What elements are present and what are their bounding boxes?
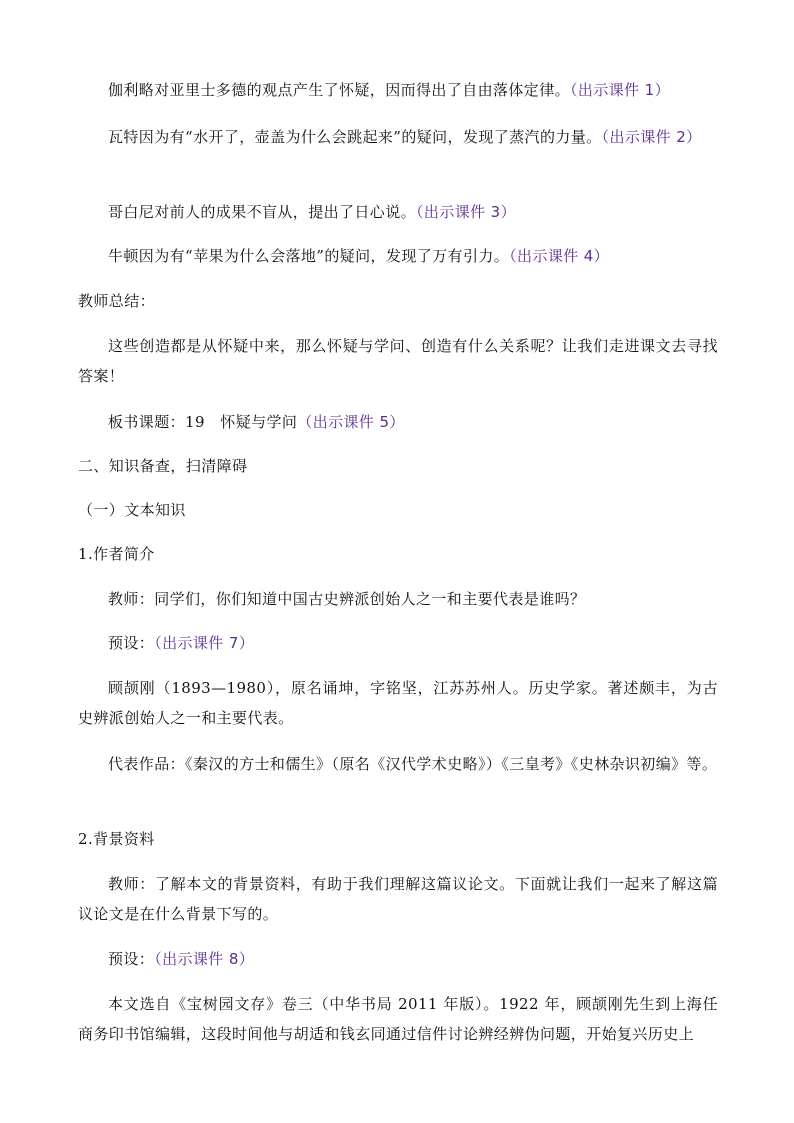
paragraph-text: 教师：同学们，你们知道中国古史辨派创始人之一和主要代表是谁吗？ — [108, 590, 586, 608]
courseware-cue: （出示课件 1） — [570, 81, 671, 99]
subsection-heading-1 — [78, 495, 718, 525]
paragraph-preset-1 — [78, 628, 718, 658]
paragraph-text: 代表作品：《秦汉的方士和儒生》（原名《汉代学术史略》）《三皇考》《史林杂识初编》等。 — [108, 755, 718, 773]
paragraph-text: 板书课题：19 怀疑与学问 — [108, 413, 298, 431]
paragraph-author-bio — [78, 673, 718, 733]
paragraph-works — [78, 749, 718, 779]
item-heading-background — [78, 824, 718, 854]
item-heading-author — [78, 539, 718, 569]
paragraph-summary — [78, 331, 718, 391]
courseware-cue: （出示课件 3） — [416, 203, 517, 221]
teacher-summary-label — [78, 286, 718, 316]
courseware-cue: （出示课件 2） — [601, 128, 702, 146]
paragraph-source — [78, 989, 718, 1049]
paragraph-text: 预设： — [108, 634, 155, 652]
paragraph-text: 教师：了解本文的背景资料，有助于我们理解这篇议论文。下面就让我们一起来了解这篇议论文是在什么背景下写的。 — [78, 875, 718, 923]
courseware-cue: （出示课件 7） — [154, 634, 255, 652]
paragraph-text: 预设： — [108, 950, 155, 968]
courseware-cue: （出示课件 5） — [297, 413, 405, 431]
paragraph-teacher-question — [78, 584, 718, 614]
heading-text: 二、知识备查，扫清障碍 — [78, 457, 248, 475]
paragraph-text: 教师总结： — [78, 292, 156, 310]
paragraph-text: 瓦特因为有“水开了，壶盖为什么会跳起来”的疑问，发现了蒸汽的力量。 — [108, 128, 602, 146]
paragraph-preset-2 — [78, 944, 718, 974]
heading-text: 2.背景资料 — [78, 830, 155, 848]
paragraph-background-intro — [78, 869, 718, 929]
courseware-cue: （出示课件 4） — [509, 247, 610, 265]
paragraph-galileo — [78, 75, 718, 105]
section-heading-2 — [78, 451, 718, 481]
paragraph-newton — [78, 241, 718, 271]
paragraph-text: 顾颉刚（1893—1980），原名诵坤，字铭坚，江苏苏州人。历史学家。著述颇丰，为古史辨派创始人之一和主要代表。 — [78, 679, 718, 727]
courseware-cue: （出示课件 8） — [154, 950, 255, 968]
heading-text: （一）文本知识 — [78, 501, 186, 519]
paragraph-text: 伽利略对亚里士多德的观点产生了怀疑，因而得出了自由落体定律。 — [108, 81, 571, 99]
heading-text: 1.作者简介 — [78, 545, 155, 563]
paragraph-text: 哥白尼对前人的成果不盲从，提出了日心说。 — [108, 203, 417, 221]
paragraph-text: 牛顿因为有“苹果为什么会落地”的疑问，发现了万有引力。 — [108, 247, 510, 265]
paragraph-text: 本文选自《宝树园文存》卷三（中华书局 2011 年版）。1922 年，顾颉刚先生到上海任商务印书馆编辑，这段时间他与胡适和钱玄同通过信件讨论辨经辨伪问题，开始复兴历史上 — [78, 995, 718, 1043]
paragraph-board-title — [78, 407, 718, 437]
paragraph-copernicus — [78, 197, 718, 227]
paragraph-watt — [78, 122, 718, 152]
paragraph-text: 这些创造都是从怀疑中来，那么怀疑与学问、创造有什么关系呢？让我们走进课文去寻找答案！ — [78, 337, 718, 385]
